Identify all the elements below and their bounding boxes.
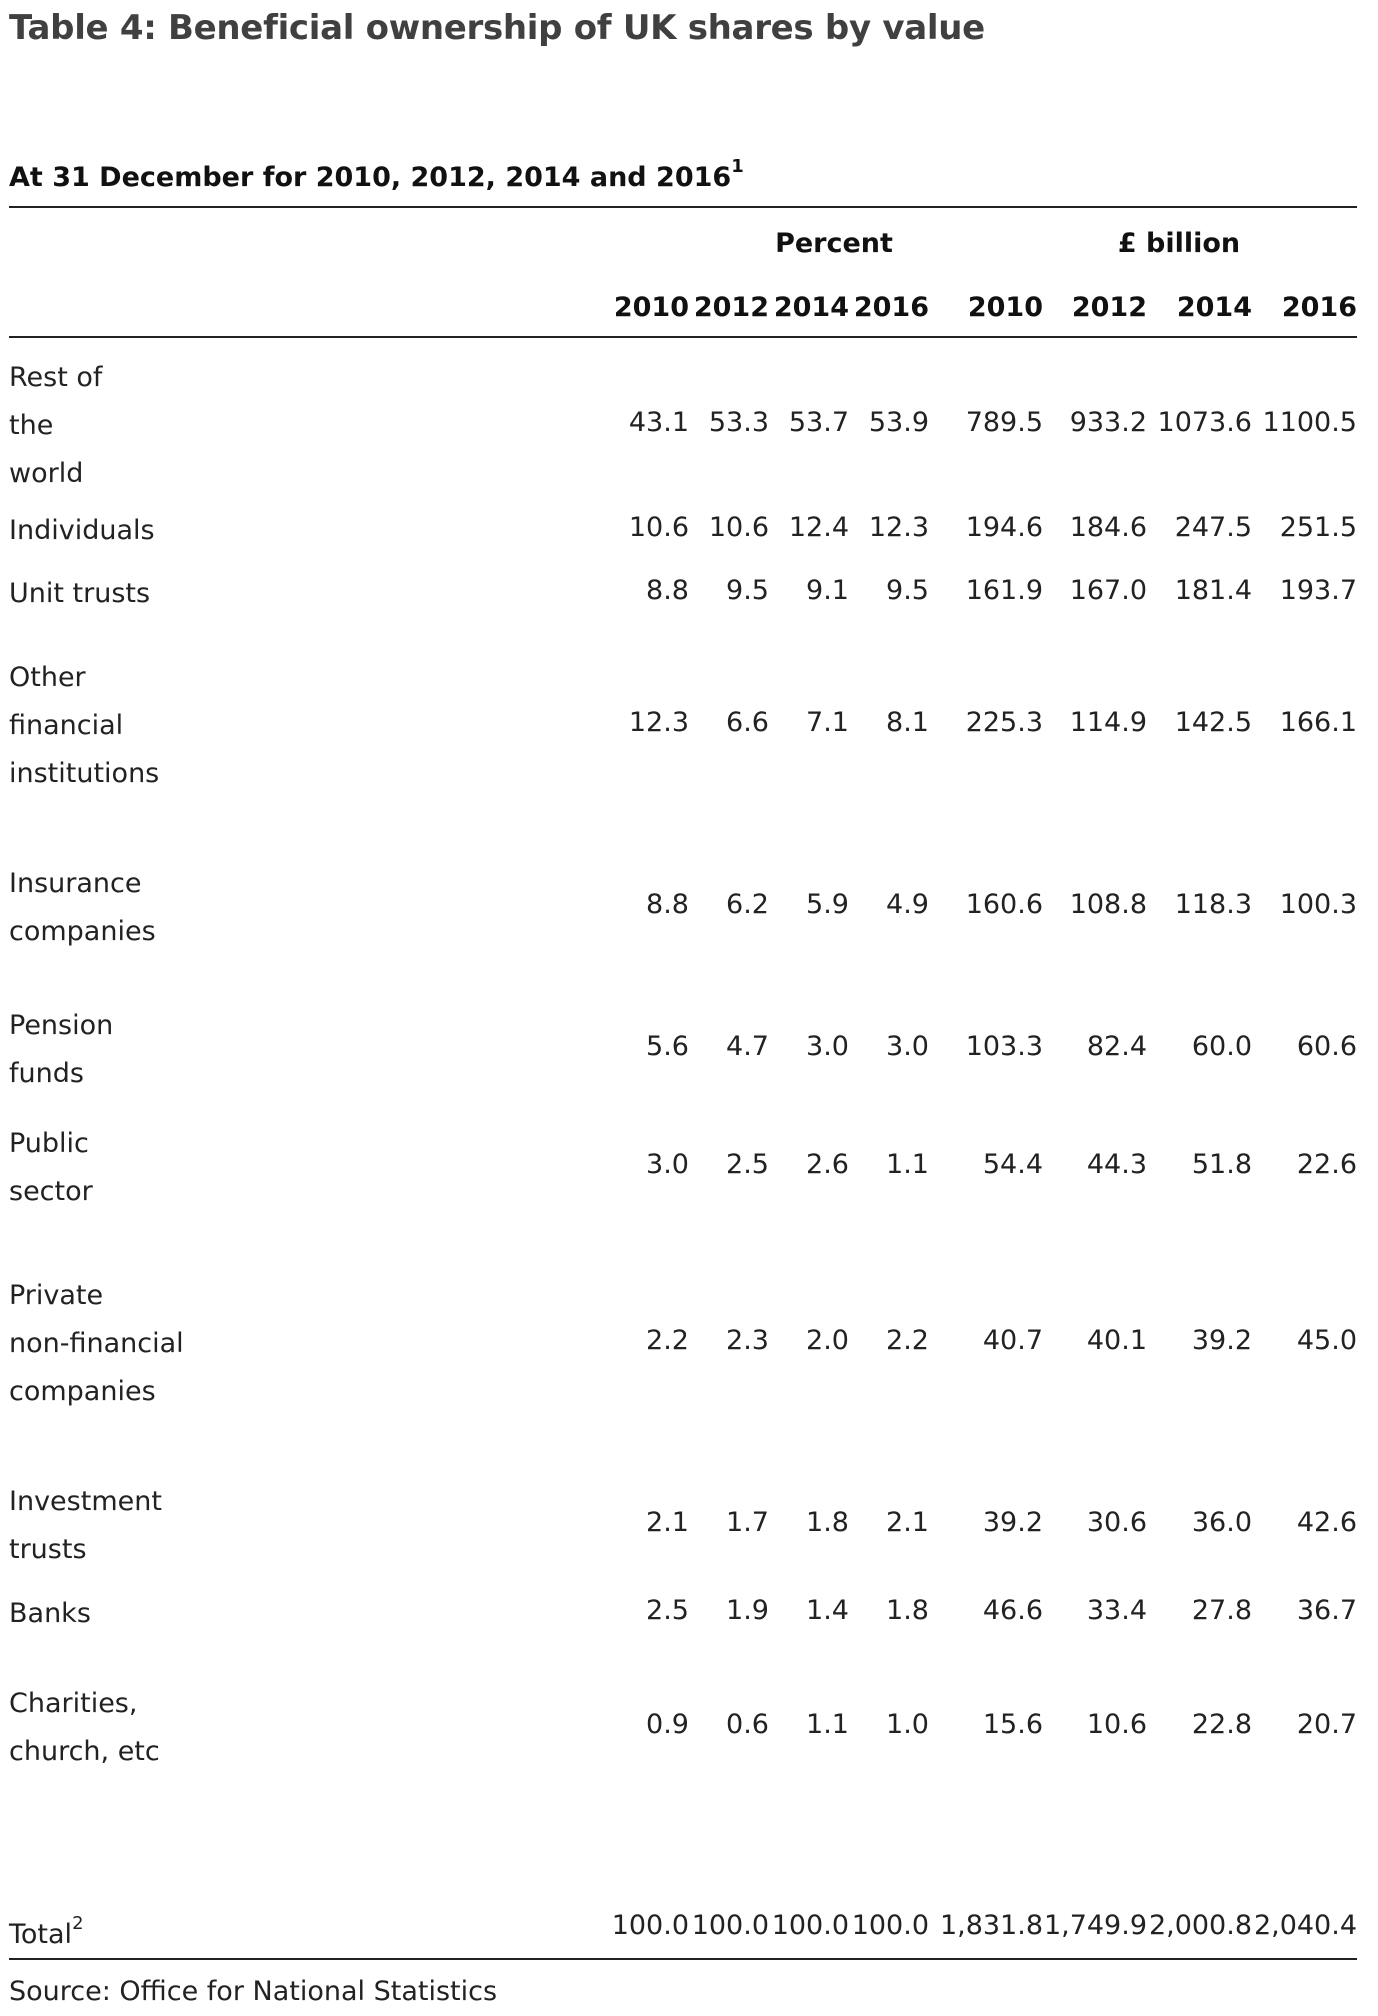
table-cell: 20.7 [1296, 1709, 1357, 1740]
row-label-line: church, etc [9, 1736, 160, 1767]
row-label [9, 654, 159, 798]
table-cell: 1.8 [886, 1595, 929, 1626]
table-cell: 7.1 [806, 707, 849, 738]
total-cell: 2,000.8 [1148, 1910, 1252, 1941]
total-cell: 1,749.9 [1043, 1910, 1147, 1941]
table-cell: 9.5 [726, 575, 769, 606]
table-cell: 22.6 [1296, 1149, 1357, 1180]
row-label-line: the [9, 410, 54, 441]
row-label [9, 1002, 113, 1098]
total-cell: 100.0 [611, 1910, 689, 1941]
row-label-line: Pension [9, 1010, 114, 1041]
row-label [9, 1590, 91, 1638]
row-label-line: Unit trusts [9, 578, 151, 609]
table-cell: 161.9 [965, 575, 1043, 606]
row-label-line: trusts [9, 1534, 87, 1565]
table-cell: 60.6 [1296, 1031, 1357, 1062]
year-header-percent-2016: 2016 [853, 292, 929, 323]
row-label-line: funds [9, 1058, 84, 1089]
table-cell: 5.6 [646, 1031, 689, 1062]
row-label [9, 860, 156, 956]
table-cell: 4.7 [726, 1031, 769, 1062]
table-cell: 33.4 [1086, 1595, 1147, 1626]
table-cell: 789.5 [965, 407, 1043, 438]
row-label-line: Insurance [9, 868, 142, 899]
table-cell: 103.3 [965, 1031, 1043, 1062]
row-label-line: Charities, [9, 1688, 138, 1719]
row-label-line: Individuals [9, 515, 155, 546]
year-header-percent-2010: 2010 [613, 292, 689, 323]
table-cell: 1.4 [806, 1595, 849, 1626]
table-cell: 3.0 [646, 1149, 689, 1180]
table-cell: 2.3 [726, 1325, 769, 1356]
table-cell: 53.7 [788, 407, 849, 438]
row-label [9, 507, 155, 555]
table-cell: 0.9 [646, 1709, 689, 1740]
table-cell: 8.8 [646, 889, 689, 920]
table-cell: 9.1 [806, 575, 849, 606]
table-cell: 0.6 [726, 1709, 769, 1740]
year-header-percent-2012: 2012 [693, 292, 769, 323]
table-cell: 2.2 [886, 1325, 929, 1356]
row-label-line: Investment [9, 1486, 162, 1517]
table-cell: 3.0 [886, 1031, 929, 1062]
row-label-line: Private [9, 1280, 104, 1311]
row-label-line: institutions [9, 758, 160, 789]
table-bottom-rule [9, 1958, 1357, 1960]
table-cell: 166.1 [1279, 707, 1357, 738]
table-cell: 1.0 [886, 1709, 929, 1740]
table-cell: 10.6 [628, 512, 689, 543]
table-cell: 114.9 [1069, 707, 1147, 738]
table-cell: 194.6 [965, 512, 1043, 543]
table-cell: 2.5 [726, 1149, 769, 1180]
row-label-line: companies [9, 916, 156, 947]
table-cell: 193.7 [1279, 575, 1357, 606]
table-cell: 2.0 [806, 1325, 849, 1356]
year-header-gbp-2014: 2014 [1176, 292, 1252, 323]
table-cell: 39.2 [982, 1507, 1043, 1538]
table-cell: 9.5 [886, 575, 929, 606]
table-cell: 12.4 [788, 512, 849, 543]
table-cell: 167.0 [1069, 575, 1147, 606]
year-header-gbp-2016: 2016 [1281, 292, 1357, 323]
table-cell: 6.6 [726, 707, 769, 738]
year-header-percent-2014: 2014 [773, 292, 849, 323]
table-cell: 184.6 [1069, 512, 1147, 543]
table-cell: 15.6 [982, 1709, 1043, 1740]
table-cell: 10.6 [1086, 1709, 1147, 1740]
row-label-line: Banks [9, 1598, 91, 1629]
table-cell: 30.6 [1086, 1507, 1147, 1538]
table-cell: 2.1 [646, 1507, 689, 1538]
table-cell: 142.5 [1174, 707, 1252, 738]
total-cell: 100.0 [771, 1910, 849, 1941]
table-cell: 225.3 [965, 707, 1043, 738]
table-cell: 1.9 [726, 1595, 769, 1626]
total-cell: 100.0 [851, 1910, 929, 1941]
table-cell: 2.2 [646, 1325, 689, 1356]
table-cell: 5.9 [806, 889, 849, 920]
table-cell: 43.1 [628, 407, 689, 438]
table-cell: 933.2 [1069, 407, 1147, 438]
table-cell: 1.1 [886, 1149, 929, 1180]
table-title: Table 4: Beneficial ownership of UK shares by value [9, 8, 985, 48]
table-cell: 40.1 [1086, 1325, 1147, 1356]
row-label-line: Other [9, 662, 86, 693]
table-cell: 12.3 [868, 512, 929, 543]
table-cell: 118.3 [1174, 889, 1252, 920]
table-cell: 82.4 [1086, 1031, 1147, 1062]
table-cell: 1.1 [806, 1709, 849, 1740]
table-cell: 2.1 [886, 1507, 929, 1538]
row-label [9, 570, 150, 618]
total-cell: 1,831.8 [939, 1910, 1043, 1941]
source-note: Source: Office for National Statistics [9, 1976, 498, 2007]
row-label-line: sector [9, 1176, 93, 1207]
table-cell: 51.8 [1191, 1149, 1252, 1180]
row-label-line: Rest of [9, 362, 103, 393]
total-cell: 100.0 [691, 1910, 769, 1941]
total-label-text: Total [9, 1919, 73, 1950]
table-cell: 1.7 [726, 1507, 769, 1538]
year-header-gbp-2010: 2010 [967, 292, 1043, 323]
table-cell: 36.7 [1296, 1595, 1357, 1626]
row-label [9, 1120, 93, 1216]
table-cell: 251.5 [1279, 512, 1357, 543]
table-cell: 1100.5 [1262, 407, 1357, 438]
row-label [9, 1680, 160, 1776]
table-cell: 53.3 [708, 407, 769, 438]
total-footnote-marker: 2 [72, 1913, 84, 1934]
row-label [9, 1272, 184, 1416]
table-cell: 2.5 [646, 1595, 689, 1626]
subtitle-footnote-marker: 1 [731, 156, 744, 177]
table-cell: 42.6 [1296, 1507, 1357, 1538]
total-cell: 2,040.4 [1253, 1910, 1357, 1941]
header-bottom-rule [9, 336, 1357, 338]
total-label [9, 1904, 84, 1959]
row-label [9, 354, 102, 498]
table-cell: 8.8 [646, 575, 689, 606]
table-cell: 40.7 [982, 1325, 1043, 1356]
row-label-line: companies [9, 1376, 156, 1407]
table-cell: 60.0 [1191, 1031, 1252, 1062]
table-cell: 2.6 [806, 1149, 849, 1180]
table-cell: 108.8 [1069, 889, 1147, 920]
table-cell: 160.6 [965, 889, 1043, 920]
table-cell: 36.0 [1191, 1507, 1252, 1538]
group-header-percent: Percent [775, 228, 893, 259]
table-cell: 1073.6 [1157, 407, 1252, 438]
row-label-line: world [9, 458, 84, 489]
table-cell: 8.1 [886, 707, 929, 738]
row-label-line: Public [9, 1128, 89, 1159]
table-cell: 22.8 [1191, 1709, 1252, 1740]
table-cell: 3.0 [806, 1031, 849, 1062]
group-header-gbp-billion: £ billion [1117, 228, 1241, 259]
table-cell: 53.9 [868, 407, 929, 438]
year-header-gbp-2012: 2012 [1071, 292, 1147, 323]
row-label-line: financial [9, 710, 124, 741]
table-cell: 54.4 [982, 1149, 1043, 1180]
table-cell: 1.8 [806, 1507, 849, 1538]
table-cell: 181.4 [1174, 575, 1252, 606]
table-cell: 44.3 [1086, 1149, 1147, 1180]
table-cell: 4.9 [886, 889, 929, 920]
table-cell: 12.3 [628, 707, 689, 738]
table-cell: 39.2 [1191, 1325, 1252, 1356]
table-cell: 45.0 [1296, 1325, 1357, 1356]
table-cell: 247.5 [1174, 512, 1252, 543]
table-cell: 100.3 [1279, 889, 1357, 920]
table-cell: 27.8 [1191, 1595, 1252, 1626]
table-cell: 6.2 [726, 889, 769, 920]
table-subtitle [9, 156, 744, 193]
row-label [9, 1478, 162, 1574]
subtitle-text: At 31 December for 2010, 2012, 2014 and 2016 [9, 162, 732, 193]
header-top-rule [9, 206, 1357, 208]
table-cell: 46.6 [982, 1595, 1043, 1626]
table-cell: 10.6 [708, 512, 769, 543]
row-label-line: non-financial [9, 1328, 184, 1359]
